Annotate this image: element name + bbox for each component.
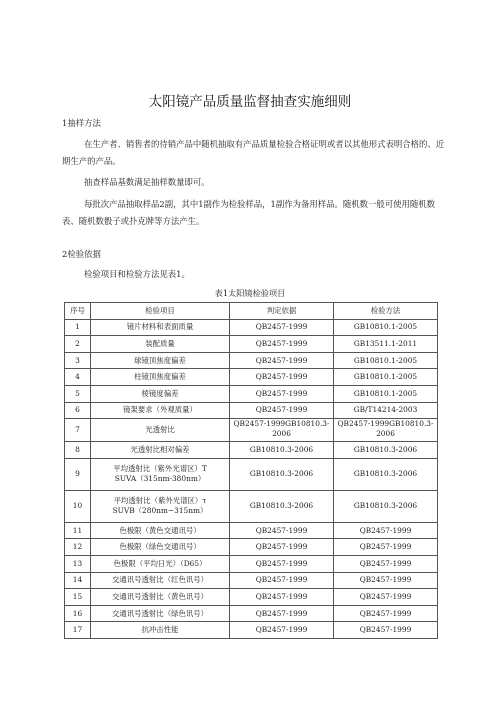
cell-basis: QB2457-1999 [230, 622, 334, 639]
cell-item-line1: 平均透射比（紫外光谱区）τ [113, 496, 207, 506]
cell-method: GB10810.3-2006 [334, 458, 438, 490]
cell-method: QB2457-1999 [334, 572, 438, 589]
table-row [65, 442, 438, 459]
cell-item: 球镜顶焦度偏差 [91, 352, 230, 369]
cell-method: QB2457-1999 [334, 522, 438, 539]
cell-method: GB10810.3-2006 [334, 490, 438, 522]
cell-method: QB2457-1999 [334, 539, 438, 556]
cell-basis: QB2457-1999 [230, 605, 334, 622]
cell-item: 交通讯号透射比（绿色讯号） [91, 605, 230, 622]
table-header-row [65, 303, 438, 320]
cell-no: 10 [65, 490, 91, 522]
cell-no: 9 [65, 458, 91, 490]
cell-item: 抗冲击性能 [91, 622, 230, 639]
table-row [65, 539, 438, 556]
table-row [65, 589, 438, 606]
header-item: 检验项目 [91, 303, 230, 320]
section2-para1: 检验项目和检验方法见表1。 [84, 269, 190, 279]
cell-method: QB2457-1999 [334, 605, 438, 622]
cell-basis: QB2457-1999GB10810.3-2006 [230, 419, 334, 442]
cell-item-line1: 平均透射比（紫外光谱区）T [113, 464, 207, 474]
table-row [65, 490, 438, 522]
cell-no: 4 [65, 369, 91, 386]
cell-no: 1 [65, 319, 91, 336]
cell-method: GB10810.1-2005 [334, 385, 438, 402]
section1-para2: 抽查样品基数满足抽样数量即可。 [84, 177, 210, 187]
cell-method: GB10810.1-2005 [334, 369, 438, 386]
cell-basis: QB2457-1999 [230, 539, 334, 556]
table-row [65, 369, 438, 386]
table-row [65, 572, 438, 589]
cell-basis: QB2457-1999 [230, 555, 334, 572]
table-row [65, 522, 438, 539]
cell-item [91, 458, 230, 490]
cell-no: 2 [65, 336, 91, 353]
header-basis: 判定依据 [230, 303, 334, 320]
table-row [65, 402, 438, 419]
table-row [65, 336, 438, 353]
cell-method: GB10810.1-2005 [334, 319, 438, 336]
section2-heading: 2检验依据 [62, 249, 101, 259]
table-row [65, 419, 438, 442]
section1-heading: 1抽样方法 [62, 118, 101, 128]
section1-para1-line1: 在生产者、销售者的待销产品中随机抽取有产品质量检验合格证明或者以其他形式表明合格的、近 [84, 139, 445, 149]
cell-method: QB2457-1999 [334, 622, 438, 639]
cell-item: 镜片材料和表面质量 [91, 319, 230, 336]
cell-basis: QB2457-1999 [230, 572, 334, 589]
cell-item-line2: SUVA（315nm-380nm） [114, 474, 206, 484]
cell-basis: QB2457-1999 [230, 589, 334, 606]
cell-method: QB2457-1999 [334, 589, 438, 606]
table-row [65, 605, 438, 622]
cell-basis: QB2457-1999 [230, 402, 334, 419]
cell-no: 12 [65, 539, 91, 556]
cell-method: GB13511.1-2011 [334, 336, 438, 353]
cell-basis: QB2457-1999 [230, 336, 334, 353]
header-method: 检验方法 [334, 303, 438, 320]
cell-basis: QB2457-1999 [230, 522, 334, 539]
document-title: 太阳镜产品质量监督抽查实施细则 [148, 94, 352, 110]
cell-basis: QB2457-1999 [230, 385, 334, 402]
cell-no: 16 [65, 605, 91, 622]
cell-basis: QB2457-1999 [230, 319, 334, 336]
cell-method: QB2457-1999 [334, 555, 438, 572]
cell-item: 色极限（黄色交通讯号） [91, 522, 230, 539]
cell-basis: QB2457-1999 [230, 369, 334, 386]
cell-item-line2: SUVB（280nm~315nm） [112, 506, 208, 516]
cell-no: 6 [65, 402, 91, 419]
section1-para3-line2: 表、随机数骰子或扑克牌等方法产生。 [62, 216, 205, 226]
cell-no: 13 [65, 555, 91, 572]
table-row [65, 385, 438, 402]
table-caption: 表1太阳镜检验项目 [214, 288, 286, 298]
cell-no: 15 [65, 589, 91, 606]
cell-basis: QB2457-1999 [230, 352, 334, 369]
cell-item [91, 490, 230, 522]
cell-item: 镜架要求（外观质量） [91, 402, 230, 419]
cell-item: 光透射比相对偏差 [91, 442, 230, 459]
cell-item: 交通讯号透射比（黄色讯号） [91, 589, 230, 606]
section1-para3-line1: 每批次产品抽取样品2副，其中1副作为检验样品，1副作为备用样品。随机数一般可使用随机数 [84, 199, 435, 209]
cell-item: 色极限（绿色交通讯号） [91, 539, 230, 556]
cell-method: GB/T14214-2003 [334, 402, 438, 419]
inspection-table [64, 302, 438, 639]
cell-item: 柱镜顶焦度偏差 [91, 369, 230, 386]
cell-no: 17 [65, 622, 91, 639]
cell-no: 7 [65, 419, 91, 442]
header-no: 序号 [65, 303, 91, 320]
cell-item: 装配质量 [91, 336, 230, 353]
cell-item: 交通讯号透射比（红色讯号） [91, 572, 230, 589]
section1-para1-line2: 期生产的产品。 [62, 156, 121, 166]
cell-no: 5 [65, 385, 91, 402]
table-row [65, 352, 438, 369]
table-row [65, 458, 438, 490]
cell-no: 8 [65, 442, 91, 459]
cell-no: 3 [65, 352, 91, 369]
cell-method: GB10810.3-2006 [334, 442, 438, 459]
table-row [65, 622, 438, 639]
cell-no: 14 [65, 572, 91, 589]
cell-item: 光透射比 [91, 419, 230, 442]
cell-basis: GB10810.3-2006 [230, 458, 334, 490]
cell-basis: GB10810.3-2006 [230, 442, 334, 459]
cell-basis: GB10810.3-2006 [230, 490, 334, 522]
cell-method: GB10810.1-2005 [334, 352, 438, 369]
cell-method: QB2457-1999GB10810.3-2006 [334, 419, 438, 442]
cell-no: 11 [65, 522, 91, 539]
table-row [65, 555, 438, 572]
cell-item: 棱镜度偏差 [91, 385, 230, 402]
cell-item: 色极限（平均日光）（D65） [91, 555, 230, 572]
table-row [65, 319, 438, 336]
